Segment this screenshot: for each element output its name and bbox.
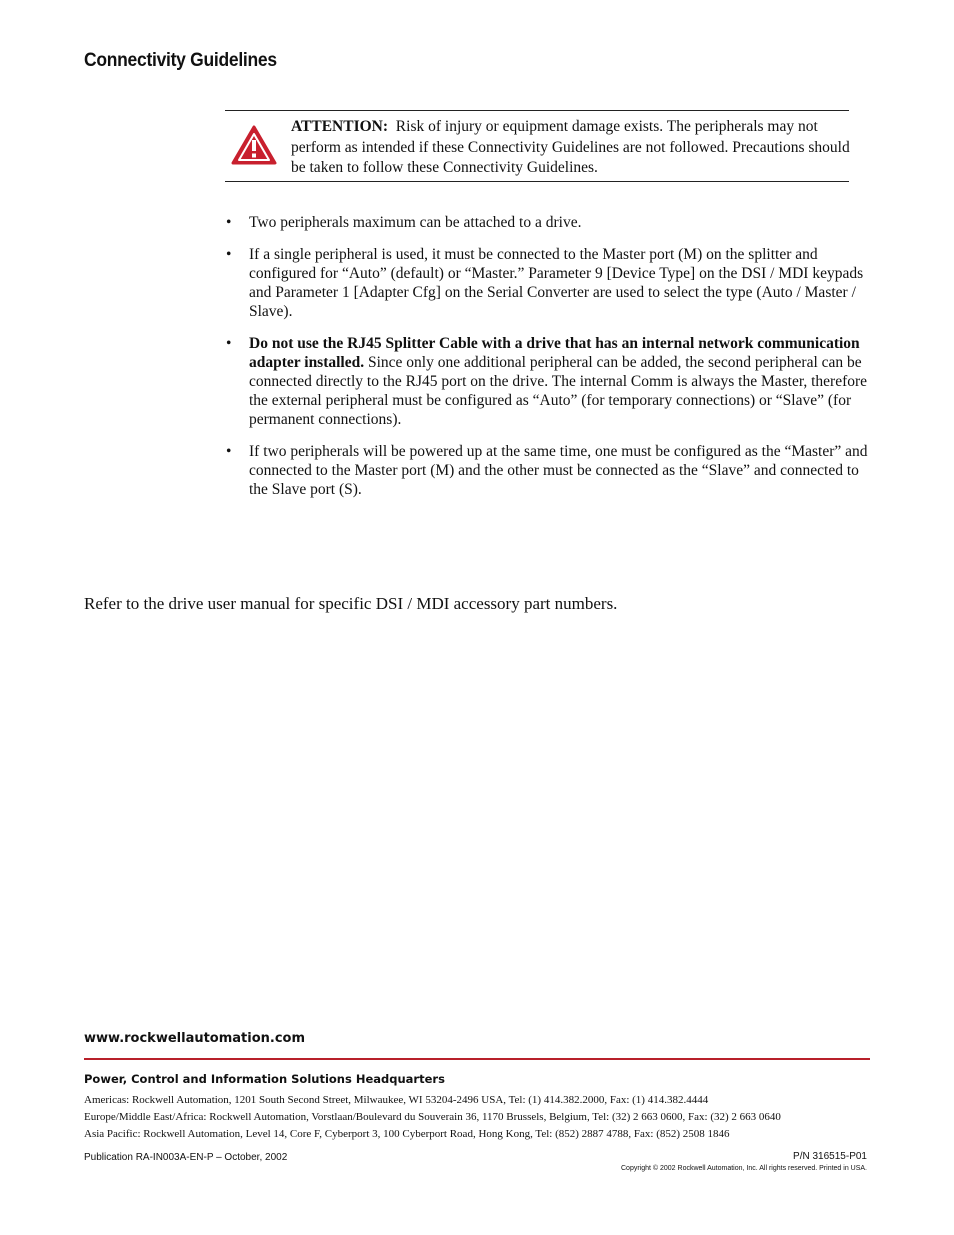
copyright-notice: Copyright © 2002 Rockwell Automation, Inc. All rights reserved. Printed in USA. xyxy=(621,1165,867,1172)
list-item-text: Two peripherals maximum can be attached to a drive. xyxy=(249,214,582,231)
attention-text xyxy=(291,117,851,179)
address-americas: Americas: Rockwell Automation, 1201 South Second Street, Milwaukee, WI 53204-2496 USA, Tel: (1) 414.382.2000, Fax: (1) 414.382.4444 xyxy=(84,1094,709,1106)
bullet-icon: • xyxy=(226,214,232,231)
bullet-icon: • xyxy=(226,443,232,460)
address-emea: Europe/Middle East/Africa: Rockwell Automation, Vorstlaan/Boulevard du Souverain 36, 1170 Brussels, Belgium, Tel: (32) 2 663 0600, Fax: (32) 2 663 0640 xyxy=(84,1111,781,1123)
list-item-bold-text: Do not use the RJ45 Splitter Cable with a drive that has an internal network communication adapter installed. xyxy=(249,335,860,371)
footer-divider xyxy=(84,1058,870,1060)
guidelines-list xyxy=(226,213,868,512)
list-item xyxy=(226,213,868,232)
list-item xyxy=(226,245,868,321)
list-item-text: If two peripherals will be powered up at the same time, one must be configured as the “Master” and connected to the Master port (M) and the other must be connected as the “Slave” and connected to the Slave port (S). xyxy=(249,443,868,498)
list-item-text: If a single peripheral is used, it must be connected to the Master port (M) on the splitter and configured for “Auto” (default) or “Master.” Parameter 9 [Device Type] on the DSI / MDI keypads and Parameter 1 [Adapter Cfg] on the Serial Converter are used to select the type (Auto / Master / Slave). xyxy=(249,246,864,320)
list-item xyxy=(226,334,868,429)
address-asia-pacific: Asia Pacific: Rockwell Automation, Level 14, Core F, Cyberport 3, 100 Cyberport Road, Hong Kong, Tel: (852) 2887 4788, Fax: (852) 2508 1846 xyxy=(84,1128,730,1140)
bullet-icon: • xyxy=(226,246,232,263)
warning-triangle-icon xyxy=(231,125,277,165)
list-item-text: Since only one additional peripheral can be added, the second peripheral can be connected directly to the RJ45 port on the drive. The internal Comm is always the Master, therefore the external peripheral must be configured as “Auto” (for temporary connections) or “Slave” (for permanent connections). xyxy=(249,354,868,428)
headquarters-title: Power, Control and Information Solutions Headquarters xyxy=(84,1072,445,1086)
attention-notice xyxy=(225,110,849,182)
refer-paragraph: Refer to the drive user manual for specific DSI / MDI accessory part numbers. xyxy=(84,594,618,613)
part-number: P/N 316515-P01 xyxy=(793,1151,867,1162)
list-item xyxy=(226,442,868,499)
footer-url-link[interactable]: www.rockwellautomation.com xyxy=(84,1031,306,1046)
attention-label: ATTENTION: xyxy=(291,118,389,135)
page-title: Connectivity Guidelines xyxy=(84,50,277,71)
bullet-icon: • xyxy=(226,335,232,352)
attention-body: Risk of injury or equipment damage exists. The peripherals may not perform as intended if these Connectivity Guidelines are not followed. Precautions should be taken to follow these Connectivity Guidelines. xyxy=(291,118,850,176)
publication-number: Publication RA-IN003A-EN-P – October, 2002 xyxy=(84,1152,288,1163)
